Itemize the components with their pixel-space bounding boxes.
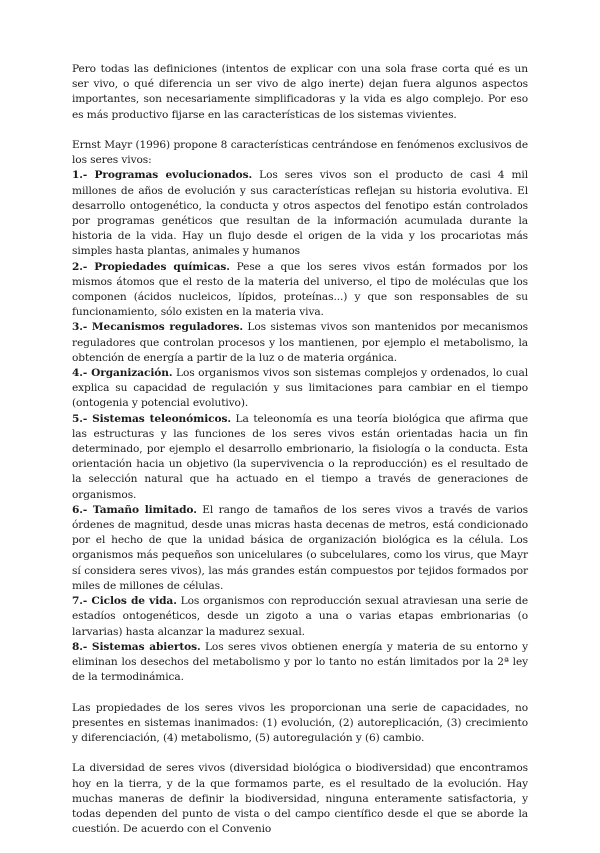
characteristic-item: [72, 594, 528, 640]
characteristic-title: 6.- Tamaño limitado.: [72, 503, 197, 516]
characteristic-title: 4.- Organización.: [72, 367, 173, 380]
characteristic-item: [72, 503, 528, 594]
paragraph-definitions: Pero todas las definiciones (intentos de explicar con una sola frase corta qué es un ser vivo, o qué diferencia un ser vivo de algo inerte) dejan fuera algunos aspectos importantes, son necesariamente simplificadoras y la vida es algo complejo. Por eso es más productivo fijarse en las características de los sistemas vivientes.: [72, 63, 528, 121]
characteristic-title: 5.- Sistemas teleonómicos.: [72, 412, 231, 425]
paragraph-biodiversity: La diversidad de seres vivos (diversidad biológica o biodiversidad) que encontramos hoy en la tierra, y de la que formamos parte, es el resultado de la evolución. Hay muchas maneras de definir la biodiversidad, ninguna enteramente satisfactoria, y todas dependen del punto de vista o del campo científico desde el que se aborde la cuestión. De acuerdo con el Convenio: [72, 762, 528, 836]
characteristic-text: Los organismos con reproducción sexual atraviesan una serie de estadíos ontogenéticos, desde un zigoto a una o varias etapas embrionarias (o larvarias) hasta alcanzar la madurez sexual.: [72, 595, 528, 638]
characteristic-text: Los sistemas vivos son mantenidos por mecanismos reguladores que controlan procesos y los mantienen, por ejemplo el metabolismo, la obtención de energía a partir de la luz o de materia orgánica.: [72, 321, 528, 364]
characteristic-text: Pese a que los seres vivos están formados por los mismos átomos que el resto de la materia del universo, el tipo de moléculas que los componen (ácidos nucleicos, lípidos, proteínas...) y que son responsables de su funcionamiento, sólo existen en la materia viva.: [72, 260, 528, 319]
characteristic-title: 7.- Ciclos de vida.: [72, 595, 177, 608]
characteristic-title: 3.- Mecanismos reguladores.: [72, 321, 243, 334]
characteristic-text: La teleonomía es una teoría biológica que afirma que las estructuras y las funciones de los seres vivos están orientadas hacia un fin determinado, por ejemplo el desarrollo embrionario, la fisiología o la conducta. Esta orientación hacia un objetivo (la supervivencia o la reproducción) es el resultado de la selección natural que ha actuado en el tiempo a través de generaciones de organismos.: [72, 412, 528, 501]
characteristic-item: [72, 640, 528, 686]
characteristic-item: [72, 168, 528, 259]
characteristic-item: [72, 260, 528, 321]
characteristic-text: El rango de tamaños de los seres vivos a través de varios órdenes de magnitud, desde unas micras hasta decenas de metros, está condicionado por el hecho de que la unidad básica de organización biológica es la célula. Los organismos más pequeños son unicelulares (o subcelulares, como los virus, que Mayr sí considera seres vivos), las más grandes están compuestos por tejidos formados por miles de millones de células.: [72, 503, 528, 592]
characteristic-item: [72, 412, 528, 503]
characteristic-item: [72, 320, 528, 366]
characteristic-text: Los seres vivos son el producto de casi 4 mil millones de años de evolución y sus características reflejan su historia evolutiva. El desarrollo ontogenético, la conducta y otros aspectos del fenotipo están controlados por programas genéticos que resultan de la información acumulada durante la historia de la vida. Hay un flujo desde el origen de la vida y los procariotas más simples hasta plantas, animales y humanos: [72, 169, 528, 258]
characteristic-text: Los seres vivos obtienen energía y materia de su entorno y eliminan los desechos del metabolismo y por lo tanto no están limitados por la 2ª ley de la termodinámica.: [72, 640, 529, 684]
characteristic-title: 8.- Sistemas abiertos.: [72, 640, 201, 653]
paragraph-mayr-intro: Ernst Mayr (1996) propone 8 características centrándose en fenómenos exclusivos de los seres vivos:: [72, 139, 528, 167]
characteristic-title: 1.- Programas evolucionados.: [72, 169, 253, 182]
characteristics-section: [72, 138, 528, 685]
characteristic-text: Los organismos vivos son sistemas complejos y ordenados, lo cual explica su capacidad de regulación y sus limitaciones para cambiar en el tiempo (ontogenia y potencial evolutivo).: [72, 367, 528, 410]
characteristic-item: [72, 366, 528, 412]
paragraph-capacities: Las propiedades de los seres vivos les proporcionan una serie de capacidades, no presentes en sistemas inanimados: (1) evolución, (2) autoreplicación, (3) crecimiento y diferenciación, (4) metabolismo, (5) autoregulación y (6) cambio.: [72, 701, 528, 744]
document-page: [72, 62, 528, 853]
characteristic-title: 2.- Propiedades químicas.: [72, 260, 230, 273]
